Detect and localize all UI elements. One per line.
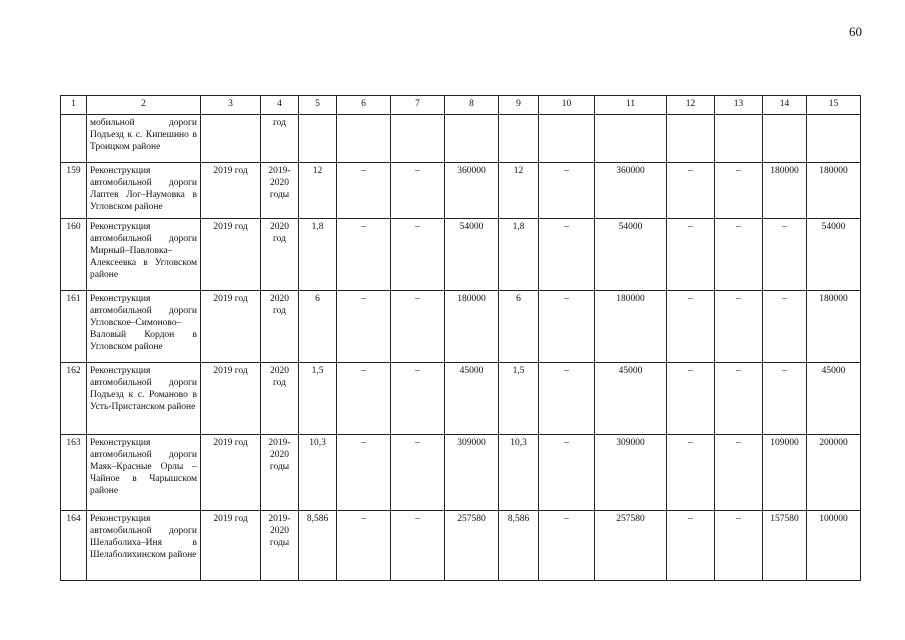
col-13: – [715, 363, 763, 435]
col-8: 360000 [445, 163, 499, 219]
col-10: – [539, 163, 595, 219]
column-number: 6 [337, 96, 391, 115]
col-5: 6 [299, 291, 337, 363]
column-number: 1 [61, 96, 87, 115]
col-5: 10,3 [299, 435, 337, 511]
column-number: 10 [539, 96, 595, 115]
col-14: – [763, 219, 807, 291]
period: год [261, 115, 299, 163]
col-5 [299, 115, 337, 163]
col-11: 54000 [595, 219, 667, 291]
column-number: 13 [715, 96, 763, 115]
column-number: 9 [499, 96, 539, 115]
table-row [61, 163, 861, 219]
column-number: 4 [261, 96, 299, 115]
col-7: – [391, 219, 445, 291]
row-number [61, 115, 87, 163]
col-7 [391, 115, 445, 163]
column-number: 7 [391, 96, 445, 115]
col-6: – [337, 363, 391, 435]
start-year: 2019 год [201, 435, 261, 511]
col-6: – [337, 435, 391, 511]
col-12: – [667, 219, 715, 291]
col-6 [337, 115, 391, 163]
col-9 [499, 115, 539, 163]
table-row [61, 511, 861, 581]
col-14: – [763, 291, 807, 363]
col-14: 157580 [763, 511, 807, 581]
col-15: 100000 [807, 511, 861, 581]
object-name: Реконструкция автомобильной дороги Мирный–Павловка–Алексеевка в Угловском районе [87, 219, 201, 291]
table-row [61, 291, 861, 363]
col-7: – [391, 435, 445, 511]
col-5: 12 [299, 163, 337, 219]
table-body [61, 96, 861, 581]
table-row [61, 363, 861, 435]
col-12: – [667, 435, 715, 511]
col-13: – [715, 291, 763, 363]
col-14 [763, 115, 807, 163]
col-7: – [391, 511, 445, 581]
object-name: мобильной дороги Подъезд к с. Кипешино в Троицком районе [87, 115, 201, 163]
col-15: 45000 [807, 363, 861, 435]
road-reconstruction-table [60, 95, 861, 581]
col-5: 1,8 [299, 219, 337, 291]
column-number-header-row [61, 96, 861, 115]
start-year: 2019 год [201, 291, 261, 363]
col-13: – [715, 511, 763, 581]
col-8: 180000 [445, 291, 499, 363]
col-12: – [667, 291, 715, 363]
col-12 [667, 115, 715, 163]
page-number: 60 [849, 24, 862, 39]
col-10: – [539, 511, 595, 581]
col-10 [539, 115, 595, 163]
col-15: 200000 [807, 435, 861, 511]
row-number: 164 [61, 511, 87, 581]
col-9: 6 [499, 291, 539, 363]
start-year: 2019 год [201, 163, 261, 219]
table-row [61, 115, 861, 163]
col-15: 180000 [807, 163, 861, 219]
period: 2020 год [261, 363, 299, 435]
period: 2019-2020 годы [261, 435, 299, 511]
column-number: 2 [87, 96, 201, 115]
column-number: 15 [807, 96, 861, 115]
table-row [61, 219, 861, 291]
col-7: – [391, 163, 445, 219]
row-number: 159 [61, 163, 87, 219]
col-14: – [763, 363, 807, 435]
col-12: – [667, 163, 715, 219]
col-11: 309000 [595, 435, 667, 511]
start-year: 2019 год [201, 219, 261, 291]
period: 2019-2020 годы [261, 163, 299, 219]
col-15: 180000 [807, 291, 861, 363]
col-13: – [715, 435, 763, 511]
column-number: 14 [763, 96, 807, 115]
col-9: 12 [499, 163, 539, 219]
col-9: 10,3 [499, 435, 539, 511]
col-14: 180000 [763, 163, 807, 219]
col-15: 54000 [807, 219, 861, 291]
start-year: 2019 год [201, 511, 261, 581]
col-14: 109000 [763, 435, 807, 511]
period: 2020 год [261, 219, 299, 291]
col-9: 1,5 [499, 363, 539, 435]
column-number: 8 [445, 96, 499, 115]
period: 2019-2020 годы [261, 511, 299, 581]
col-7: – [391, 363, 445, 435]
row-number: 160 [61, 219, 87, 291]
col-13 [715, 115, 763, 163]
col-11: 45000 [595, 363, 667, 435]
col-6: – [337, 163, 391, 219]
period: 2020 год [261, 291, 299, 363]
object-name: Реконструкция автомобильной дороги Лаптев Лог–Наумовка в Угловском районе [87, 163, 201, 219]
col-9: 1,8 [499, 219, 539, 291]
row-number: 162 [61, 363, 87, 435]
col-6: – [337, 511, 391, 581]
col-12: – [667, 363, 715, 435]
col-10: – [539, 435, 595, 511]
col-11: 180000 [595, 291, 667, 363]
object-name: Реконструкция автомобильной дороги Шелаболиха–Иня в Шелаболихинском районе [87, 511, 201, 581]
col-13: – [715, 219, 763, 291]
row-number: 163 [61, 435, 87, 511]
col-13: – [715, 163, 763, 219]
col-15 [807, 115, 861, 163]
col-9: 8,586 [499, 511, 539, 581]
col-8: 45000 [445, 363, 499, 435]
col-7: – [391, 291, 445, 363]
col-11: 257580 [595, 511, 667, 581]
col-5: 1,5 [299, 363, 337, 435]
col-11: 360000 [595, 163, 667, 219]
object-name: Реконструкция автомобильной дороги Маяк–Красные Орлы – Чайное в Чарышском районе [87, 435, 201, 511]
table-row [61, 435, 861, 511]
column-number: 12 [667, 96, 715, 115]
col-10: – [539, 291, 595, 363]
col-8: 54000 [445, 219, 499, 291]
col-8 [445, 115, 499, 163]
col-8: 309000 [445, 435, 499, 511]
row-number: 161 [61, 291, 87, 363]
col-10: – [539, 219, 595, 291]
column-number: 3 [201, 96, 261, 115]
col-6: – [337, 219, 391, 291]
col-12: – [667, 511, 715, 581]
start-year [201, 115, 261, 163]
object-name: Реконструкция автомобильной дороги Угловское–Симоново–Валовый Кордон в Угловском районе [87, 291, 201, 363]
col-11 [595, 115, 667, 163]
object-name: Реконструкция автомобильной дороги Подъезд к с. Романово в Усть-Пристанском районе [87, 363, 201, 435]
col-10: – [539, 363, 595, 435]
column-number: 5 [299, 96, 337, 115]
col-5: 8,586 [299, 511, 337, 581]
col-6: – [337, 291, 391, 363]
col-8: 257580 [445, 511, 499, 581]
start-year: 2019 год [201, 363, 261, 435]
column-number: 11 [595, 96, 667, 115]
